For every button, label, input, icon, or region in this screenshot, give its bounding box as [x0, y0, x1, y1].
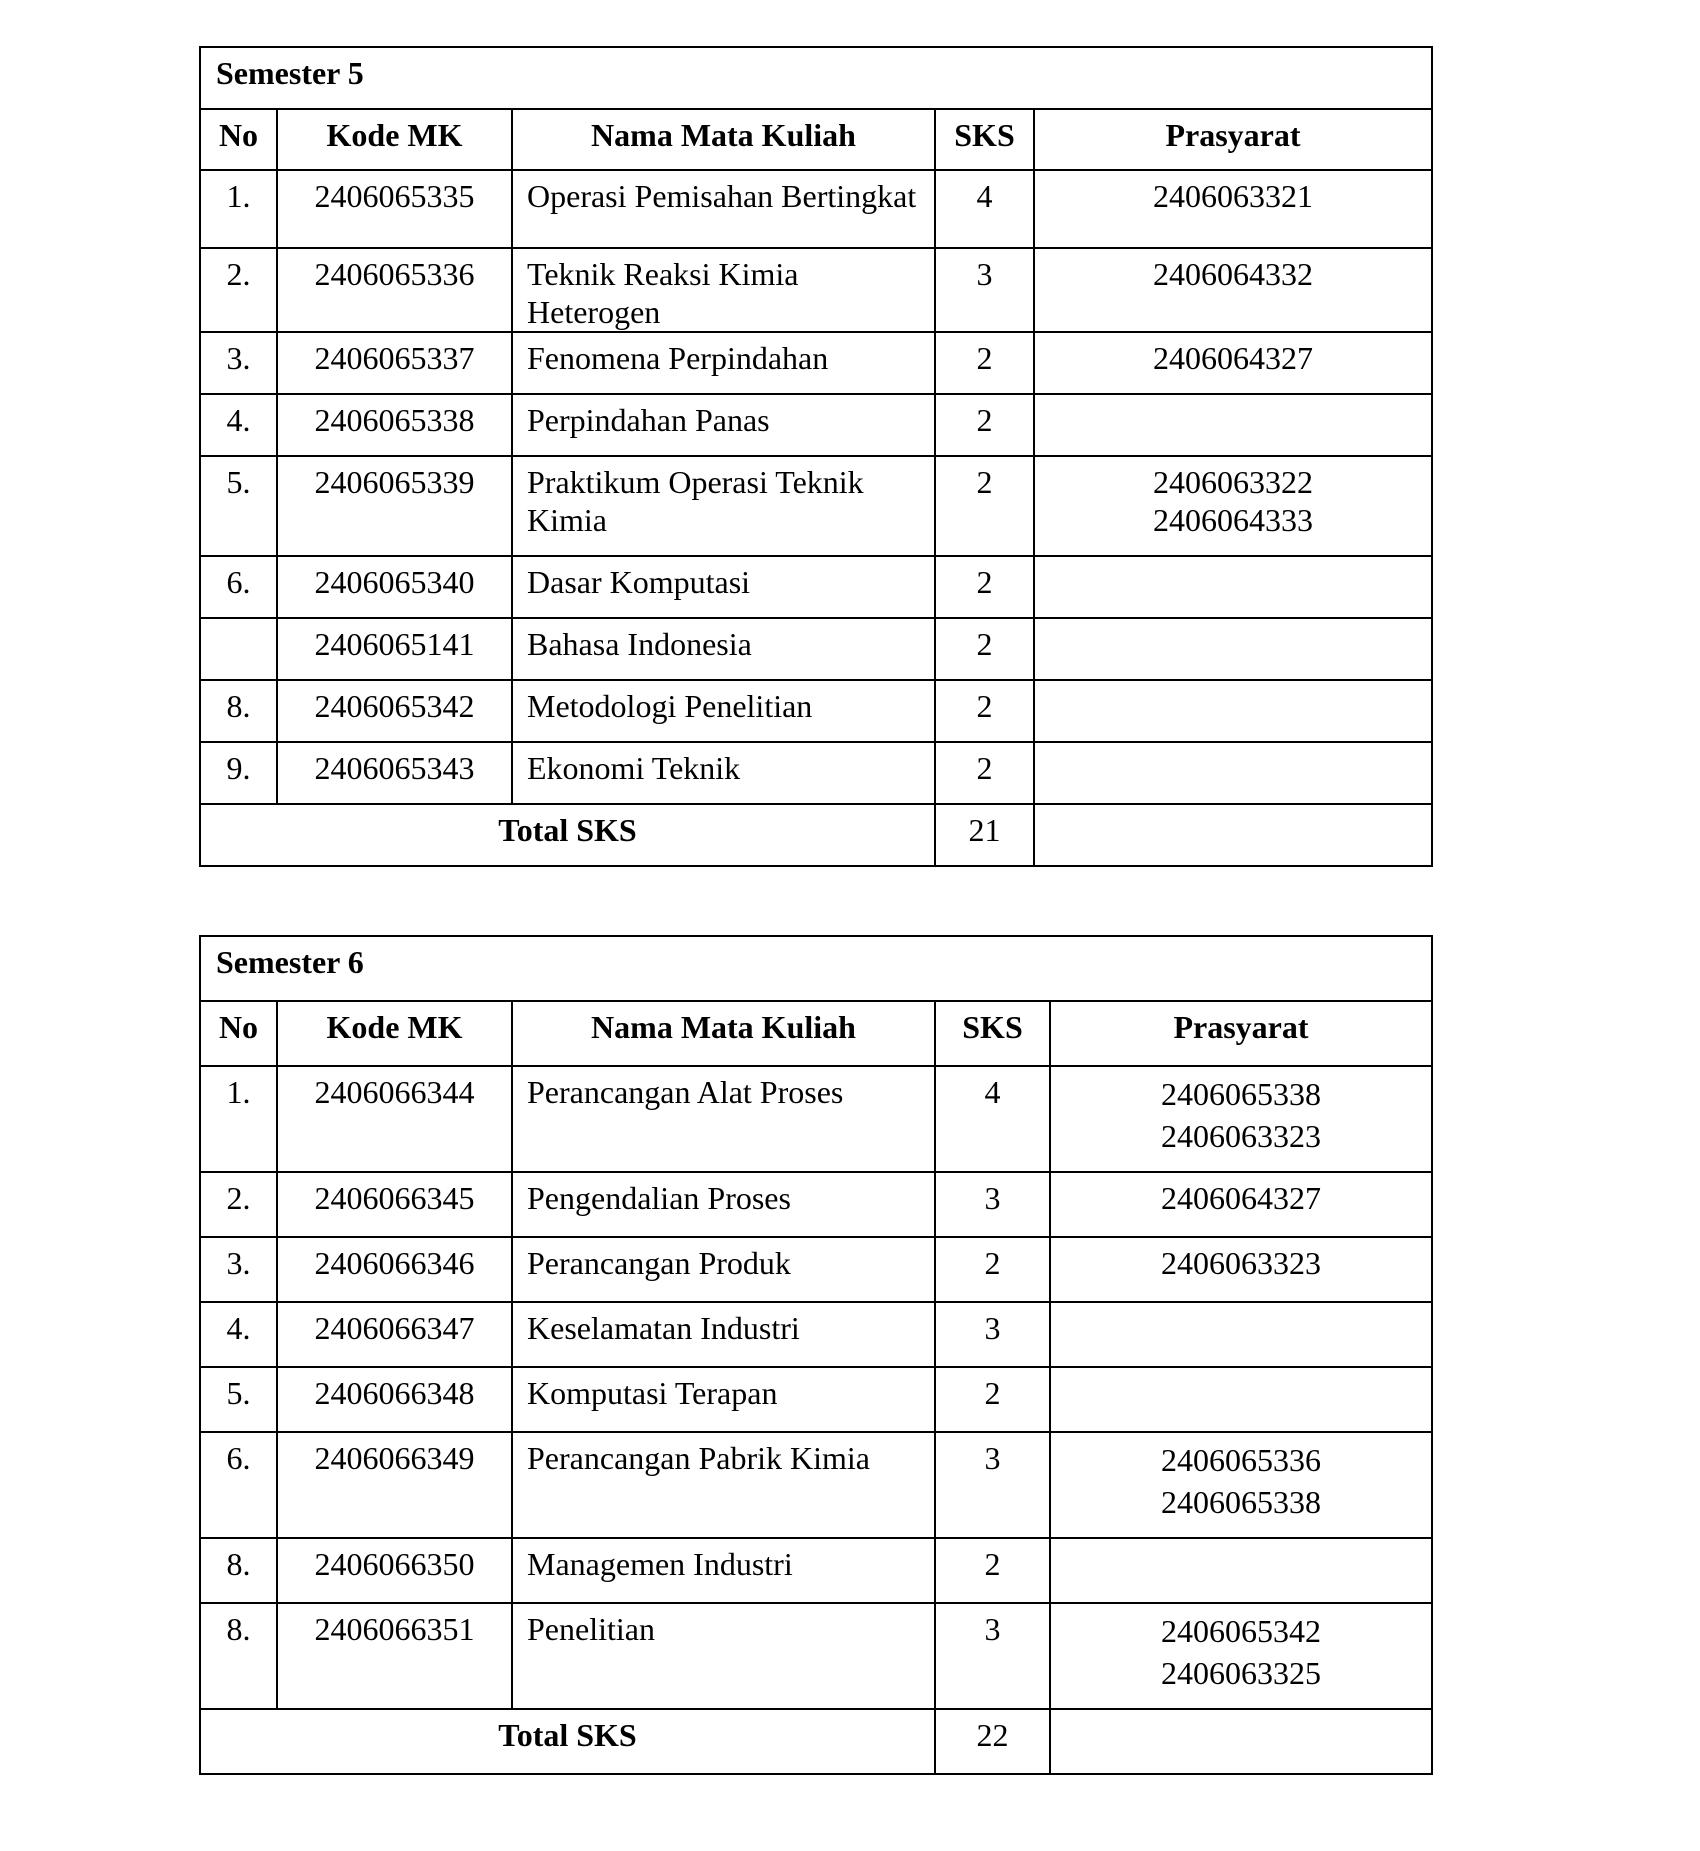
semester-title: Semester 6 [200, 936, 1432, 1001]
row-sks: 3 [935, 248, 1034, 332]
header-row [200, 1001, 1432, 1066]
semester-5-body [200, 47, 1432, 866]
row-nama: Operasi Pemisahan Bertingkat [512, 170, 935, 248]
row-prasyarat [1034, 332, 1432, 394]
row-nama: Ekonomi Teknik [512, 742, 935, 804]
row-sks: 3 [935, 1302, 1050, 1367]
prasyarat-code: 2406065338 [1161, 1484, 1321, 1520]
row-nama: Dasar Komputasi [512, 556, 935, 618]
row-no: 2. [200, 1172, 277, 1237]
course-row [200, 1302, 1432, 1367]
header-nama: Nama Mata Kuliah [512, 109, 935, 170]
row-prasyarat [1034, 618, 1432, 680]
row-nama: Bahasa Indonesia [512, 618, 935, 680]
prasyarat-code: 2406064327 [1161, 1180, 1321, 1216]
row-kode: 2406065141 [277, 618, 512, 680]
course-row [200, 742, 1432, 804]
total-sks: 21 [935, 804, 1034, 866]
row-kode: 2406066348 [277, 1367, 512, 1432]
row-sks: 2 [935, 456, 1034, 556]
row-kode: 2406066350 [277, 1538, 512, 1603]
prasyarat-code: 2406063323 [1161, 1245, 1321, 1281]
row-prasyarat [1034, 742, 1432, 804]
row-kode: 2406065340 [277, 556, 512, 618]
row-nama: Managemen Industri [512, 1538, 935, 1603]
row-nama: Perpindahan Panas [512, 394, 935, 456]
row-no: 6. [200, 556, 277, 618]
row-no: 4. [200, 394, 277, 456]
semester-5-table [199, 46, 1433, 867]
header-sks: SKS [935, 1001, 1050, 1066]
prasyarat-code: 2406064332 [1153, 256, 1313, 292]
header-no: No [200, 1001, 277, 1066]
course-row [200, 170, 1432, 248]
row-sks: 4 [935, 1066, 1050, 1172]
row-no: 5. [200, 1367, 277, 1432]
row-kode: 2406066349 [277, 1432, 512, 1538]
prasyarat-code: 2406065342 [1161, 1613, 1321, 1649]
prasyarat-code: 2406065336 [1161, 1442, 1321, 1478]
row-prasyarat [1050, 1367, 1432, 1432]
course-row [200, 680, 1432, 742]
course-row [200, 618, 1432, 680]
row-prasyarat [1034, 394, 1432, 456]
row-sks: 2 [935, 742, 1034, 804]
row-sks: 2 [935, 556, 1034, 618]
row-prasyarat [1034, 680, 1432, 742]
prasyarat-code: 2406065338 [1161, 1076, 1321, 1112]
course-row [200, 248, 1432, 332]
row-no: 3. [200, 332, 277, 394]
total-prasyarat [1050, 1709, 1432, 1774]
row-no: 8. [200, 680, 277, 742]
row-nama: Perancangan Alat Proses [512, 1066, 935, 1172]
row-no: 4. [200, 1302, 277, 1367]
row-no: 9. [200, 742, 277, 804]
header-kode: Kode MK [277, 1001, 512, 1066]
row-sks: 3 [935, 1603, 1050, 1709]
row-prasyarat [1034, 170, 1432, 248]
prasyarat-code: 2406064333 [1153, 502, 1313, 538]
course-row [200, 1172, 1432, 1237]
header-kode: Kode MK [277, 109, 512, 170]
row-prasyarat [1050, 1237, 1432, 1302]
semester-title-row [200, 936, 1432, 1001]
row-sks: 4 [935, 170, 1034, 248]
row-sks: 2 [935, 618, 1034, 680]
row-prasyarat [1050, 1603, 1432, 1709]
header-sks: SKS [935, 109, 1034, 170]
row-nama: Pengendalian Proses [512, 1172, 935, 1237]
row-kode: 2406065337 [277, 332, 512, 394]
row-no: 6. [200, 1432, 277, 1538]
row-kode: 2406065339 [277, 456, 512, 556]
total-row [200, 804, 1432, 866]
semester-title: Semester 5 [200, 47, 1432, 109]
row-kode: 2406066345 [277, 1172, 512, 1237]
header-no: No [200, 109, 277, 170]
row-sks: 2 [935, 680, 1034, 742]
row-no: 1. [200, 170, 277, 248]
header-nama: Nama Mata Kuliah [512, 1001, 935, 1066]
row-prasyarat [1050, 1302, 1432, 1367]
row-sks: 3 [935, 1432, 1050, 1538]
row-sks: 2 [935, 1237, 1050, 1302]
header-prasyarat: Prasyarat [1034, 109, 1432, 170]
row-sks: 2 [935, 1538, 1050, 1603]
row-kode: 2406065335 [277, 170, 512, 248]
header-prasyarat: Prasyarat [1050, 1001, 1432, 1066]
prasyarat-code: 2406064327 [1153, 340, 1313, 376]
row-prasyarat [1050, 1172, 1432, 1237]
row-nama: Perancangan Produk [512, 1237, 935, 1302]
total-label: Total SKS [200, 1709, 935, 1774]
course-row [200, 1367, 1432, 1432]
row-kode: 2406066344 [277, 1066, 512, 1172]
total-sks: 22 [935, 1709, 1050, 1774]
total-prasyarat [1034, 804, 1432, 866]
course-row [200, 332, 1432, 394]
prasyarat-code: 2406063323 [1161, 1118, 1321, 1154]
row-no: 3. [200, 1237, 277, 1302]
semester-title-row [200, 47, 1432, 109]
row-prasyarat [1050, 1432, 1432, 1538]
course-row [200, 1538, 1432, 1603]
row-nama: Keselamatan Industri [512, 1302, 935, 1367]
row-kode: 2406065342 [277, 680, 512, 742]
row-sks: 2 [935, 394, 1034, 456]
row-nama: Penelitian [512, 1603, 935, 1709]
course-row [200, 1432, 1432, 1538]
row-sks: 2 [935, 1367, 1050, 1432]
row-kode: 2406065336 [277, 248, 512, 332]
course-row [200, 1066, 1432, 1172]
row-prasyarat [1050, 1066, 1432, 1172]
row-prasyarat [1050, 1538, 1432, 1603]
row-kode: 2406066351 [277, 1603, 512, 1709]
row-prasyarat [1034, 556, 1432, 618]
total-row [200, 1709, 1432, 1774]
course-row [200, 1603, 1432, 1709]
row-nama: Perancangan Pabrik Kimia [512, 1432, 935, 1538]
row-sks: 2 [935, 332, 1034, 394]
row-no: 8. [200, 1603, 277, 1709]
course-row [200, 556, 1432, 618]
prasyarat-code: 2406063322 [1153, 464, 1313, 500]
semester-6-table [199, 935, 1433, 1775]
row-prasyarat [1034, 248, 1432, 332]
row-nama: Teknik Reaksi Kimia Heterogen [512, 248, 935, 332]
row-nama: Komputasi Terapan [512, 1367, 935, 1432]
row-prasyarat [1034, 456, 1432, 556]
course-row [200, 1237, 1432, 1302]
row-nama: Metodologi Penelitian [512, 680, 935, 742]
row-nama: Praktikum Operasi Teknik Kimia [512, 456, 935, 556]
total-label: Total SKS [200, 804, 935, 866]
row-kode: 2406065338 [277, 394, 512, 456]
row-no [200, 618, 277, 680]
row-kode: 2406065343 [277, 742, 512, 804]
prasyarat-code: 2406063321 [1153, 178, 1313, 214]
header-row [200, 109, 1432, 170]
row-nama: Fenomena Perpindahan [512, 332, 935, 394]
row-no: 8. [200, 1538, 277, 1603]
row-kode: 2406066346 [277, 1237, 512, 1302]
row-sks: 3 [935, 1172, 1050, 1237]
course-row [200, 456, 1432, 556]
row-no: 5. [200, 456, 277, 556]
prasyarat-code: 2406063325 [1161, 1655, 1321, 1691]
semester-6-body [200, 936, 1432, 1774]
row-no: 1. [200, 1066, 277, 1172]
course-row [200, 394, 1432, 456]
row-no: 2. [200, 248, 277, 332]
row-kode: 2406066347 [277, 1302, 512, 1367]
